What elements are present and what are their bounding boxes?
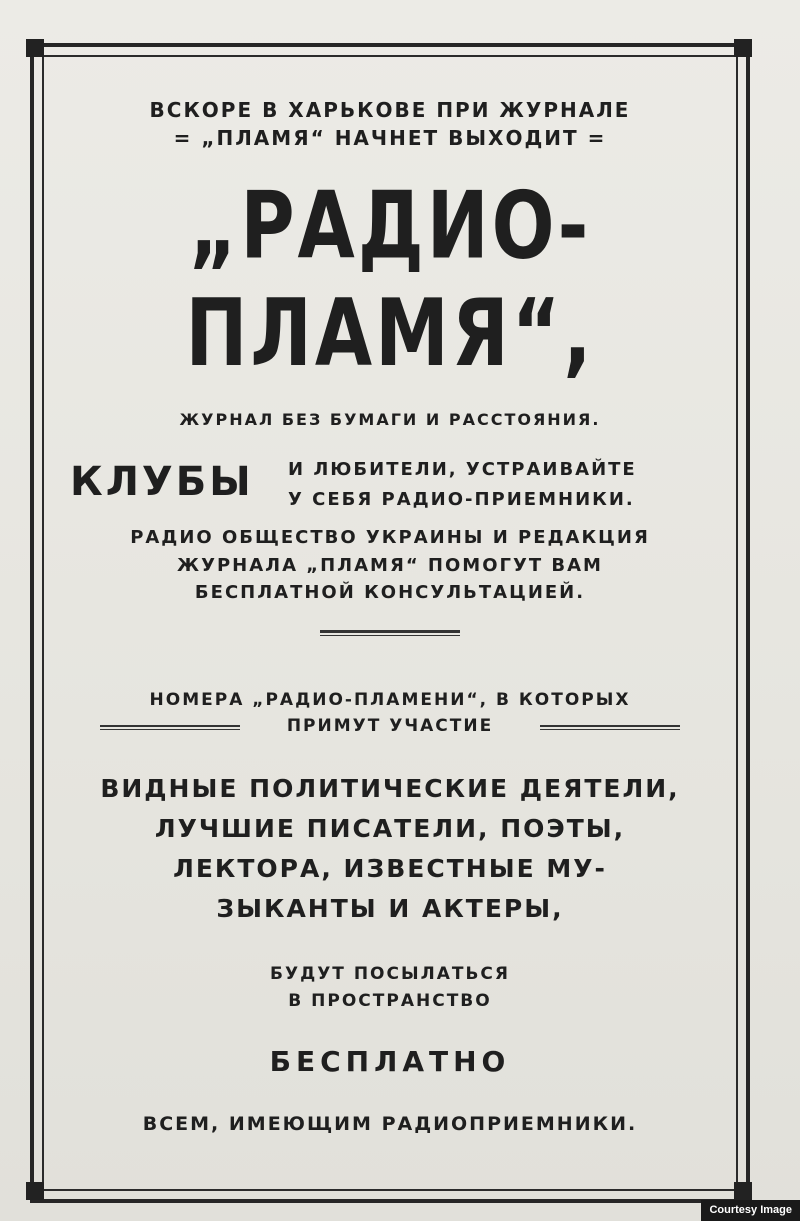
- issues-line-1: НОМЕРА „РАДИО-ПЛАМЕНИ“, В КОТОРЫХ: [149, 689, 631, 710]
- corner-ornament-top-right: [734, 39, 752, 57]
- center-divider: [320, 630, 460, 636]
- support-line-2: ЖУРНАЛА „ПЛАМЯ“ ПОМОГУТ ВАМ: [177, 554, 603, 576]
- left-rule: [100, 725, 240, 730]
- corner-ornament-bottom-left: [26, 1182, 44, 1200]
- issues-line-2-row: [50, 716, 730, 740]
- clubs-block: [50, 459, 730, 511]
- participants-line-1: ВИДНЫЕ ПОЛИТИЧЕСКИЕ ДЕЯТЕЛИ,: [100, 774, 680, 804]
- broadcast-line-2: В ПРОСТРАНСТВО: [288, 990, 492, 1011]
- support-line-3: БЕСПЛАТНОЙ КОНСУЛЬТАЦИЕЙ.: [194, 582, 586, 604]
- corner-ornament-top-left: [26, 39, 44, 57]
- issues-line-2: ПРИМУТ УЧАСТИЕ: [286, 716, 494, 737]
- image-credit: Courtesy Image: [701, 1200, 800, 1221]
- announce-line-1: ВСКОРЕ В ХАРЬКОВЕ ПРИ ЖУРНАЛЕ: [149, 98, 631, 122]
- participants-line-4: ЗЫКАНТЫ И АКТЕРЫ,: [216, 894, 564, 924]
- clubs-line-1: И ЛЮБИТЕЛИ, УСТРАИВАЙТЕ: [288, 459, 637, 481]
- clubs-word: КЛУБЫ: [70, 459, 254, 506]
- participants-line-2: ЛУЧШИЕ ПИСАТЕЛИ, ПОЭТЫ,: [154, 814, 626, 844]
- corner-ornament-bottom-right: [734, 1182, 752, 1200]
- notice-content: [50, 60, 730, 1136]
- tagline: ЖУРНАЛ БЕЗ БУМАГИ И РАССТОЯНИЯ.: [179, 410, 601, 429]
- free-heading: БЕСПЛАТНО: [269, 1045, 511, 1079]
- broadcast-line-1: БУДУТ ПОСЫЛАТЬСЯ: [270, 964, 510, 985]
- support-line-1: РАДИО ОБЩЕСТВО УКРАИНЫ И РЕДАКЦИЯ: [130, 527, 650, 549]
- all-owners-line: ВСЕМ, ИМЕЮЩИМ РАДИОПРИЕМНИКИ.: [142, 1112, 638, 1135]
- announce-line-2: = „ПЛАМЯ“ НАЧНЕТ ВЫХОДИТ =: [173, 126, 607, 150]
- magazine-title: „РАДИО-ПЛАМЯ“,: [185, 172, 595, 388]
- clubs-line-2: У СЕБЯ РАДИО-ПРИЕМНИКИ.: [288, 489, 635, 511]
- participants-line-3: ЛЕКТОРА, ИЗВЕСТНЫЕ МУ-: [173, 854, 607, 884]
- right-rule: [540, 725, 680, 730]
